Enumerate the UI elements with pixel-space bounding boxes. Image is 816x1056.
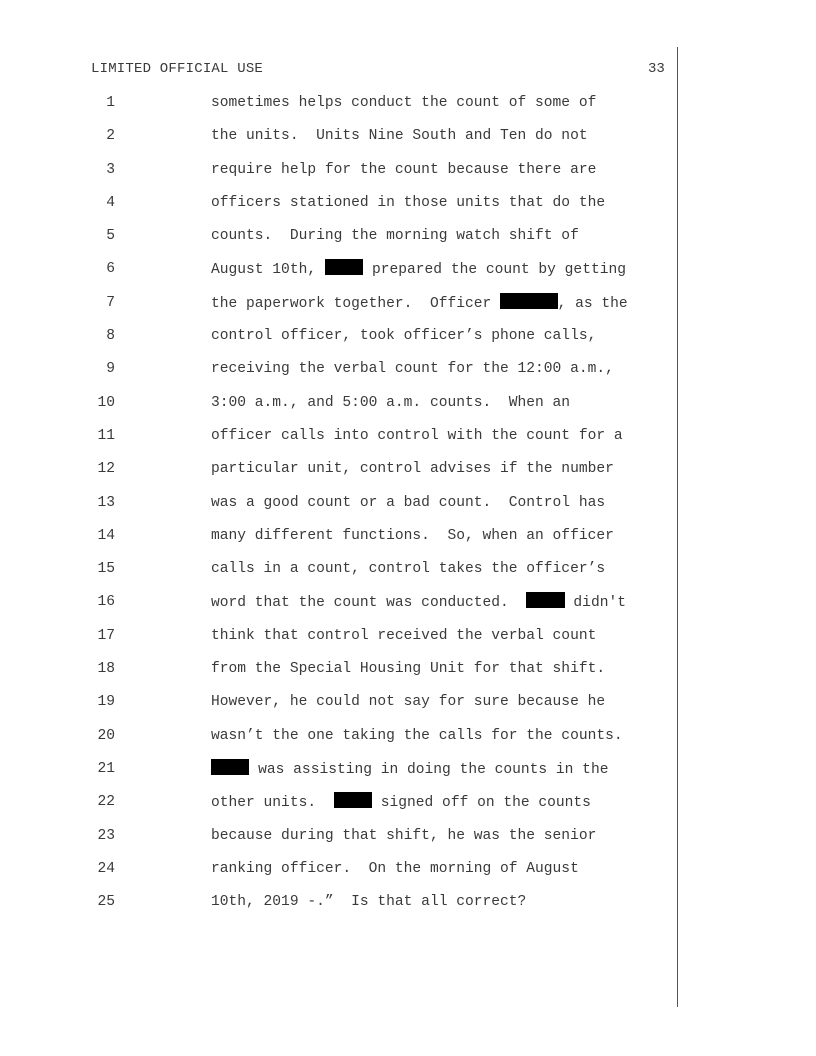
- line-number: 24: [97, 860, 115, 877]
- line-text: [211, 692, 605, 712]
- line-text: [211, 559, 605, 579]
- transcript-line: [0, 659, 816, 692]
- transcript-line: [0, 193, 816, 226]
- text-segment: because during that shift, he was the senior: [211, 827, 597, 844]
- line-text: [211, 826, 596, 846]
- line-text: [211, 326, 596, 346]
- transcript-line: [0, 526, 816, 559]
- line-number: 12: [97, 461, 115, 478]
- transcript-line: [0, 859, 816, 892]
- line-number: 6: [106, 261, 115, 278]
- line-number: 2: [106, 128, 115, 145]
- transcript-line: [0, 93, 816, 126]
- transcript-line: [0, 592, 816, 625]
- line-text: [211, 193, 605, 213]
- text-segment: signed off on the counts: [372, 795, 591, 812]
- line-text: [211, 493, 605, 513]
- line-text: [211, 592, 626, 613]
- line-text: [211, 726, 623, 746]
- line-number: 5: [106, 228, 115, 245]
- text-segment: prepared the count by getting: [363, 262, 626, 279]
- text-segment: officer calls into control with the count for a: [211, 427, 623, 444]
- text-segment: ranking officer. On the morning of August: [211, 860, 579, 877]
- text-segment: calls in a count, control takes the officer’s: [211, 561, 606, 578]
- transcript-line: [0, 559, 816, 592]
- transcript-line: [0, 293, 816, 326]
- text-segment: wasn’t the one taking the calls for the counts.: [211, 727, 623, 744]
- redaction-box: [211, 759, 249, 775]
- page-number: 33: [648, 61, 665, 77]
- line-text: [211, 759, 608, 780]
- transcript-line: [0, 160, 816, 193]
- text-segment: officers stationed in those units that do the: [211, 194, 606, 211]
- redaction-box: [325, 259, 363, 275]
- line-number: 25: [97, 894, 115, 911]
- text-segment: counts. During the morning watch shift of: [211, 228, 579, 245]
- text-segment: was a good count or a bad count. Control has: [211, 494, 606, 511]
- redaction-box: [526, 592, 564, 608]
- text-segment: from the Special Housing Unit for that shift.: [211, 661, 606, 678]
- transcript-line: [0, 826, 816, 859]
- text-segment: 3:00 a.m., and 5:00 a.m. counts. When an: [211, 394, 571, 411]
- line-number: 20: [97, 727, 115, 744]
- text-segment: particular unit, control advises if the number: [211, 461, 614, 478]
- transcript-line: [0, 493, 816, 526]
- line-number: 19: [97, 694, 115, 711]
- transcript-line: [0, 726, 816, 759]
- transcript-line: [0, 892, 816, 925]
- line-text: [211, 259, 626, 280]
- transcript-line: [0, 792, 816, 825]
- line-number: 8: [106, 328, 115, 345]
- line-number: 23: [97, 827, 115, 844]
- line-number: 1: [106, 95, 115, 111]
- line-number: 17: [97, 627, 115, 644]
- line-text: [211, 626, 596, 646]
- line-text: [211, 226, 579, 246]
- line-text: [211, 359, 614, 379]
- transcript-line: [0, 393, 816, 426]
- line-number: 21: [97, 760, 115, 777]
- transcript-line: [0, 426, 816, 459]
- line-number: 15: [97, 561, 115, 578]
- transcript-line: [0, 326, 816, 359]
- line-number: 16: [97, 594, 115, 611]
- classification-header: LIMITED OFFICIAL USE: [91, 61, 264, 77]
- text-segment: the paperwork together. Officer: [211, 295, 501, 312]
- text-segment: require help for the count because there are: [211, 161, 597, 178]
- text-segment: was assisting in doing the counts in the: [249, 761, 609, 778]
- redaction-box: [334, 792, 372, 808]
- transcript-line: [0, 459, 816, 492]
- line-text: [211, 526, 614, 546]
- text-segment: other units.: [211, 795, 334, 812]
- line-number: 9: [106, 361, 115, 378]
- line-number: 10: [97, 394, 115, 411]
- transcript-line: [0, 692, 816, 725]
- text-segment: 10th, 2019 -.” Is that all correct?: [211, 894, 527, 911]
- transcript-line: [0, 226, 816, 259]
- transcript-line: [0, 626, 816, 659]
- line-text: [211, 393, 570, 413]
- line-number: 14: [97, 527, 115, 544]
- text-segment: sometimes helps conduct the count of some of: [211, 95, 597, 111]
- line-number: 4: [106, 194, 115, 211]
- transcript-line: [0, 759, 816, 792]
- line-text: [211, 126, 588, 146]
- text-segment: receiving the verbal count for the 12:00 a.m.,: [211, 361, 614, 378]
- redaction-box: [500, 293, 558, 309]
- transcript-line: [0, 126, 816, 159]
- text-segment: think that control received the verbal count: [211, 627, 597, 644]
- text-segment: , as the: [557, 295, 628, 312]
- line-text: [211, 892, 526, 912]
- line-number: 13: [97, 494, 115, 511]
- line-number: 18: [97, 661, 115, 678]
- line-text: [211, 93, 596, 113]
- line-number: 3: [106, 161, 115, 178]
- transcript-line: [0, 259, 816, 292]
- line-number: 11: [97, 427, 115, 444]
- line-text: [211, 293, 628, 314]
- text-segment: August 10th,: [211, 262, 325, 279]
- text-segment: didn't: [564, 595, 626, 612]
- text-segment: However, he could not say for sure because he: [211, 694, 606, 711]
- line-text: [211, 659, 605, 679]
- line-text: [211, 459, 614, 479]
- line-number: 7: [106, 294, 115, 311]
- line-text: [211, 160, 596, 180]
- text-segment: many different functions. So, when an officer: [211, 527, 614, 544]
- text-segment: the units. Units Nine South and Ten do not: [211, 128, 588, 145]
- transcript-line: [0, 359, 816, 392]
- line-text: [211, 859, 579, 879]
- text-segment: word that the count was conducted.: [211, 595, 527, 612]
- transcript-body: [0, 93, 816, 925]
- line-text: [211, 426, 623, 446]
- text-segment: control officer, took officer’s phone calls,: [211, 328, 597, 345]
- line-text: [211, 792, 591, 813]
- line-number: 22: [97, 794, 115, 811]
